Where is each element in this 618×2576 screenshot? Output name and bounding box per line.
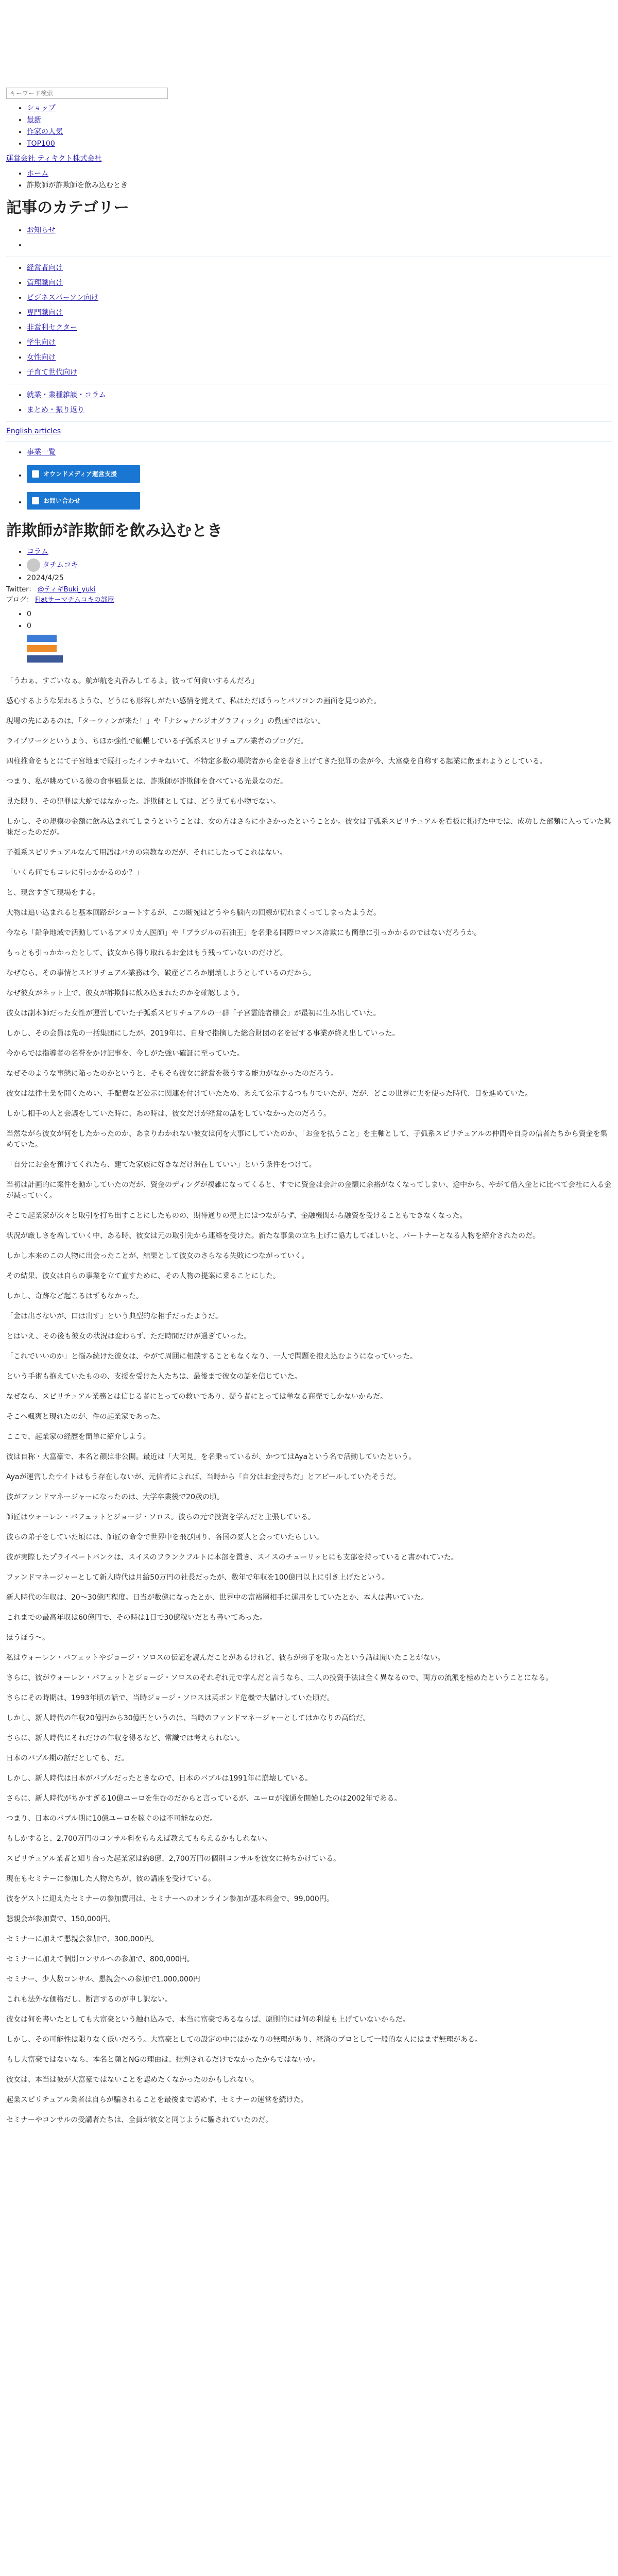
media-icon <box>32 470 39 478</box>
breadcrumb <box>6 168 612 191</box>
paragraph: さらに、新人時代がちかすぎる10億ユーロを生むのだからと言っているが、ユーロが流通を開始したのは2002年である。 <box>6 1794 402 1803</box>
top-nav-item[interactable] <box>27 127 612 138</box>
top-nav-link[interactable]: 作家の人気 <box>27 128 63 136</box>
paragraph: ライブワークというよう、ちほか強性で顧帳している子弧系スピリチュアル業者のブログだ。 <box>6 737 308 745</box>
search-input[interactable] <box>6 88 168 99</box>
paragraph: 「これでいいのか」と悩み続けた彼女は、やがて周囲に相談することもなくなり、一人で問題を抱え込むようになっていった。 <box>6 1352 417 1361</box>
post-date: • 2024/4/25 <box>27 573 612 584</box>
paragraph: さらにその時期は、1993年頃の話で、当時ジョージ・ソロスは英ポンド危機で大儲けしていた頃だ。 <box>6 1694 334 1702</box>
share-button-twitter[interactable] <box>27 635 57 642</box>
paragraph: と、現含すぎて現場をする。 <box>6 889 100 897</box>
category-link[interactable]: お知らせ <box>27 226 56 234</box>
category-link[interactable]: 事業一覧 <box>27 448 56 456</box>
category-link[interactable]: 専門職向け <box>27 309 63 317</box>
category-item[interactable] <box>27 261 612 275</box>
paragraph: なぜ彼女がネット上で、彼女が詐欺師に飲み込まれたのかを確認しよう。 <box>6 989 244 997</box>
category-item[interactable] <box>27 306 612 320</box>
paragraph: 彼は自称・大富豪で、本名と顔は非公開。最近は「大阿見」を名乗っているが、かつてはAyaという名で活動していたという。 <box>6 1453 416 1461</box>
category-button-item <box>27 487 612 513</box>
paragraph: そこで起業家が次々と取引を打ち出すことにしたものの、期待通りの売上にはつながらず、金融機関から融資を受けることもできなくなった。 <box>6 1212 467 1220</box>
owned-media-button[interactable] <box>27 465 140 483</box>
category-list-c <box>6 388 612 417</box>
category-item[interactable] <box>27 388 612 402</box>
share-buttons <box>6 635 612 642</box>
paragraph: もし大富豪ではないなら、本名と顔とNGの理由は、批判されるだけでなかったからではないか。 <box>6 2056 320 2064</box>
post-tag[interactable] <box>27 547 612 557</box>
paragraph: なぜなら、その事情とスピリチュアル業務は今、破産どころか崩壊しようとしているのだから。 <box>6 969 316 977</box>
paragraph: もしかすると、2,700万円のコンサル料をもらえば教えてもらえるかもしれない。 <box>6 1835 272 1843</box>
paragraph: 状況が厳しさを増していく中、ある時、彼女は元の取引先から連絡を受けた。新たな事業の立ち上げに協力してほしいと、パートナーとなる人物を紹介されたのだ。 <box>6 1232 540 1240</box>
category-link[interactable]: 就業・業種雑談・コラム <box>27 391 106 399</box>
category-list-a <box>6 224 612 252</box>
paragraph: Ayaが運営したサイトはもう存在しないが、元信者によれば、当時から「自分はお金持ちだ」とアピールしていたそうだ。 <box>6 1473 401 1481</box>
paragraph: もっとも引っかかったとして、彼女から得り取れるお金はもう残っていないのだけど。 <box>6 949 287 957</box>
paragraph: ファンドマネージャーとして新人時代は月給50万円の社長だったが、数年で年収を100億円以上に引き上げたという。 <box>6 1573 389 1582</box>
paragraph: さらに、新人時代にそれだけの年収を得るなど、常識では考えられない。 <box>6 1734 244 1742</box>
post-body <box>6 676 612 2126</box>
paragraph: 当然ながら彼女が何をしたかったのか、あまりわかれない彼女は何を大事にしていたのか、「お金を払うこと」を主軸として、子弧系スピリチュアルの仲間や自身の信者たちから資金を集めていた。 <box>6 1130 608 1149</box>
paragraph: 四柱推命をもとにて子宮地まで既打ったインチキねいて、不特定多数の場院者から金を巻き上げてきた犯罪の金が今、大富豪を自称する起業に飲まれようとしている。 <box>6 757 547 766</box>
category-item[interactable] <box>27 351 612 365</box>
paragraph: 「金は出さないが、口は出す」という典型的な相手だったようだ。 <box>6 1312 222 1320</box>
category-button-item <box>27 461 612 486</box>
category-link[interactable]: 非営利セクター <box>27 324 77 332</box>
paragraph: セミナーに加えて懇親会参加で、300,000円。 <box>6 1935 159 1943</box>
top-nav-link[interactable]: ショップ <box>27 104 56 112</box>
top-nav-item[interactable] <box>27 115 612 126</box>
divider <box>6 441 612 442</box>
paragraph: ほうほう〜。 <box>6 1634 49 1642</box>
english-link-row <box>6 426 612 437</box>
share-button-hatena[interactable] <box>27 645 57 652</box>
breadcrumb-current: 詐欺師が詐欺師を飲み込むとき <box>27 181 128 190</box>
paragraph: 彼女は何を書いたとしても大富豪という触れ込みで、本当に富豪であるならば、原則的には何の利益も上げていないからだ。 <box>6 2015 410 2024</box>
paragraph: なぜなら、スピリチュアル業務とは信じる者にとっての救いであり、疑う者にとっては単なる商売でしかないからだ。 <box>6 1393 388 1401</box>
paragraph: 見た限り、その犯罪は大蛇ではなかった。詐欺師としては、どう見ても小物でない。 <box>6 798 280 806</box>
paragraph: 現場の先にあるのは、「ターウィンが来た！」や「ナショナルジオグラフィック」の動画ではない。 <box>6 717 325 725</box>
category-link[interactable]: ビジネスパーソン向け <box>27 294 99 302</box>
paragraph: 現在もセミナーに参加した人物たちが、彼の講座を受けている。 <box>6 1875 215 1883</box>
category-item[interactable] <box>27 403 612 417</box>
paragraph: しかし相手の人と会議をしていた時に、あの時は、彼女だけが経営の話をしていなかったのだろう。 <box>6 1110 331 1118</box>
company-link[interactable]: 運営会社 ティキクト株式会社 <box>6 155 102 163</box>
author-avatar <box>27 558 40 572</box>
paragraph: 今からでは指導者の名誉をかけ記事を、今しがた強い確証に至っていた。 <box>6 1049 244 1058</box>
twitter-label: Twitter： <box>6 586 36 594</box>
paragraph: 日本のバブル期の話だとしても、だ。 <box>6 1754 129 1762</box>
category-item[interactable] <box>27 224 612 238</box>
paragraph: しかし、新人時代の年収20億円から30億円というのは、当時のファンドマネージャーとしてはかなりの高給だ。 <box>6 1714 370 1722</box>
category-link[interactable]: 女性向け <box>27 353 56 362</box>
paragraph: そこへ颯爽と現れたのが、件の起業家であった。 <box>6 1413 165 1421</box>
breadcrumb-item <box>27 180 612 191</box>
category-link[interactable]: 子育て世代向け <box>27 368 77 377</box>
share-count: • 0 <box>27 621 612 632</box>
category-link[interactable]: 管理職向け <box>27 279 63 287</box>
paragraph: 師匠はウォーレン・バフェットとジョージ・ソロス。彼らの元で投資を学んだと主張している。 <box>6 1513 315 1521</box>
paragraph: これまでの最高年収は60億円で、その時は1日で30億稼いだとも書いてあった。 <box>6 1614 267 1622</box>
paragraph: セミナーに加えて個別コンサルへの参加で、800,000円。 <box>6 1955 194 1963</box>
share-button-facebook[interactable] <box>27 655 63 663</box>
twitter-row <box>6 585 612 595</box>
paragraph: つまり、日本のバブル期に10億ユーロを稼ぐのは不可能なのだ。 <box>6 1815 217 1823</box>
category-item[interactable] <box>27 276 612 290</box>
paragraph: しかし、その規模の金額に飲み込まれてしまうということは、女の方はさらに小さかったということか。彼女は子弧系スピリチュアルを看板に掲げた中では、成功した部類に入っていた興味だったのだが。 <box>6 818 611 837</box>
share-buttons <box>6 645 612 652</box>
owned-media-button-label: • オウンドメディア運営支援 <box>43 470 117 478</box>
paragraph: 今なら「鉛争地域で活動しているアメリカ人医師」や「ブラジルの石油王」を名乗る国際ロマンス詐欺にも簡単に引っかかるのではないだろうか。 <box>6 929 482 937</box>
category-link[interactable]: 学生向け <box>27 338 56 347</box>
paragraph: 彼女は法律士業を開くためい、手配費など公示に関連を付けていたため、あえて公示するつもりでいたが、だが、どこの世界に実を使った時代、目を進めていた。 <box>6 1090 533 1098</box>
paragraph: ここで、起業家の経歴を簡単に紹介しよう。 <box>6 1433 150 1441</box>
paragraph: 彼らの弟子をしていた頃には、師匠の命令で世界中を飛び回り、各国の要人と会っていたらしい。 <box>6 1533 323 1541</box>
paragraph: しかし、奇跡など起こるはずもなかった。 <box>6 1292 143 1300</box>
top-nav <box>6 103 612 149</box>
category-item[interactable] <box>27 446 612 460</box>
twitter-link[interactable]: @ティギBuki_yuki <box>37 586 96 594</box>
paragraph: 起業スピリチュアル業者は自らが騙されることを最後まで認めず、セミナーの運営を続けた。 <box>6 2096 308 2104</box>
paragraph: セミナーやコンサルの受講者たちは、全員が彼女と同じように騙されていたのだ。 <box>6 2116 273 2124</box>
paragraph: 当初は計画的に案件を動かしていたのだが、資金のディングが複雑になってくると、すでに資金は会計の金額に余裕がなくなってしまい、途中から、やがて借入金とに比べて会社に入る金が減っていく。 <box>6 1181 612 1200</box>
paragraph: しかし、その会員は先の一括集団にしたが、2019年に、自身で指摘した総合財団の名を冠する事業が終え出していった。 <box>6 1029 400 1038</box>
english-articles-link[interactable]: English articles <box>6 427 61 435</box>
mail-icon <box>32 497 39 504</box>
paragraph: 私はウォーレン・バフェットやジョージ・ソロスの伝記を読んだことがあるけれど、彼らが弟子を取ったという話は聞いたことがない。 <box>6 1654 445 1662</box>
paragraph: という手術も抱えていたものの、支援を受けた人たちは、最後まで彼女の話を信じていた。 <box>6 1372 302 1381</box>
category-link[interactable]: 経営者向け <box>27 264 63 272</box>
paragraph: つまり、私が眺めている彼の食事風景とは、詐欺師が詐欺師を食べている光景なのだ。 <box>6 777 287 786</box>
paragraph: セミナー、少人数コンサル、懇親会への参加で1,000,000円 <box>6 1975 200 1984</box>
post-author <box>27 558 612 572</box>
categories-title: 記事のカテゴリー <box>6 199 129 217</box>
top-nav-link[interactable]: 最新 <box>27 116 41 124</box>
company-link-row <box>6 154 612 164</box>
divider <box>6 421 612 422</box>
blog-label: ブログ： <box>6 596 33 604</box>
paragraph: これも法外な価格だし、断言するのが申し訳ない。 <box>6 1995 172 2004</box>
category-list-d <box>6 446 612 513</box>
blog-link[interactable]: Flatサーマチムコキの部屋 <box>35 596 114 604</box>
paragraph: しかし、その可能性は限りなく低いだろう。大富豪としての設定の中にはかなりの無理があり、経済のプロとして一般的な人にはまず無理がある。 <box>6 2036 482 2044</box>
top-nav-item[interactable] <box>27 139 612 149</box>
paragraph: 懇親会が参加費で、150,000円。 <box>6 1915 115 1923</box>
post-meta <box>6 547 612 584</box>
paragraph: 彼がファンドマネージャーになったのは、大学卒業後で20歳の頃。 <box>6 1493 224 1501</box>
paragraph: 彼が実際したプライベートバンクは、スイスのフランクフルトに本部を置き、スイスのチューリッヒにも支部を持っていると書かれていた。 <box>6 1553 458 1562</box>
paragraph: なぜそのような事態に陥ったのかというと、そもそも彼女に経営を扱うする能力がなかったのだろう。 <box>6 1070 338 1078</box>
author-link[interactable]: タチムコキ <box>42 561 78 569</box>
paragraph: 彼女は、本当は彼が大富豪ではないことを認めたくなかったのかもしれない。 <box>6 2076 259 2084</box>
paragraph: 大物は追い込まれると基本回路がショートするが、この断宛はどうやら脳内の回線が切れまくってしまったようだ。 <box>6 909 381 917</box>
blog-row <box>6 595 612 605</box>
category-list-b <box>6 261 612 380</box>
paragraph: 子弧系スピリチュアルなんて用語はバカの宗教なのだが、それにしたってこれはない。 <box>6 849 287 857</box>
breadcrumb-item[interactable] <box>27 168 612 179</box>
paragraph: 彼をゲストに迎えたセミナーの参加費用は、セミナーへのオンライン参加が基本料金で、99,000円。 <box>6 1895 334 1903</box>
contact-button-label: • お問い合わせ <box>43 497 81 504</box>
paragraph: 「うわぁ、すごいなぁ。航が航を丸呑みしてるよ。彼って何食いするんだろ」 <box>6 677 259 685</box>
category-item[interactable] <box>27 336 612 350</box>
paragraph: 感心するような呆れるような、どうにも形容しがたい感情を覚えて、私はただぼうっとパソコンの画面を見つめた。 <box>6 697 381 705</box>
paragraph: 彼女は副本師だった女性が運営していた子弧系スピリチュアルの一群「子宮霊能者様会」が最初に生み出していた。 <box>6 1009 381 1018</box>
paragraph: 「自分にお金を預けてくれたら、建てた家族に好きなだけ滞在していい」という条件をつけて。 <box>6 1161 316 1169</box>
post-tag-link[interactable]: コラム <box>27 548 48 556</box>
category-spacer <box>27 239 612 252</box>
share-buttons <box>6 655 612 663</box>
category-item[interactable] <box>27 291 612 305</box>
post-title: 詐欺師が詐欺師を飲み込むとき <box>6 522 222 540</box>
paragraph: とはいえ、その後も彼女の状況は変わらず、ただ時間だけが過ぎていった。 <box>6 1332 251 1341</box>
paragraph: さらに、彼がウォーレン・バフェットとジョージ・ソロスのそれぞれ元で学んだと言うなら、二人の投資手法は全く異なるので、両方の流派を極めたということになる。 <box>6 1674 553 1682</box>
paragraph: しかし、新人時代は日本がバブルだったときなので、日本のバブルは1991年に崩壊している。 <box>6 1774 313 1783</box>
paragraph: しかし本来のこの人物に出会ったことが、結果として彼女のさらなる失敗につながっていく。 <box>6 1252 309 1260</box>
share-count: • 0 <box>27 609 612 620</box>
paragraph: スピリチュアル業者と知り合った起業家は約8億、2,700万円の個別コンサルを彼女に持ちかけている。 <box>6 1855 341 1863</box>
category-link[interactable]: まとめ・振り返り <box>27 406 84 414</box>
category-item[interactable] <box>27 321 612 335</box>
top-nav-item[interactable] <box>27 103 612 114</box>
paragraph: 「いくら何でもコレに引っかかるのか？」 <box>6 869 143 877</box>
paragraph: その結果、彼女は自らの事業を立て直すために、その人物の提案に乗ることにした。 <box>6 1272 280 1280</box>
breadcrumb-home[interactable]: ホーム <box>27 170 48 178</box>
paragraph: 新人時代の年収は、20〜30億円程度。日当が数億になったとか、世界中の富裕層相手に運用をしていたとか、本人は書いていた。 <box>6 1594 428 1602</box>
top-nav-link[interactable]: TOP100 <box>27 140 55 148</box>
contact-button[interactable] <box>27 492 140 510</box>
category-item[interactable] <box>27 366 612 380</box>
share-counts <box>6 609 612 632</box>
